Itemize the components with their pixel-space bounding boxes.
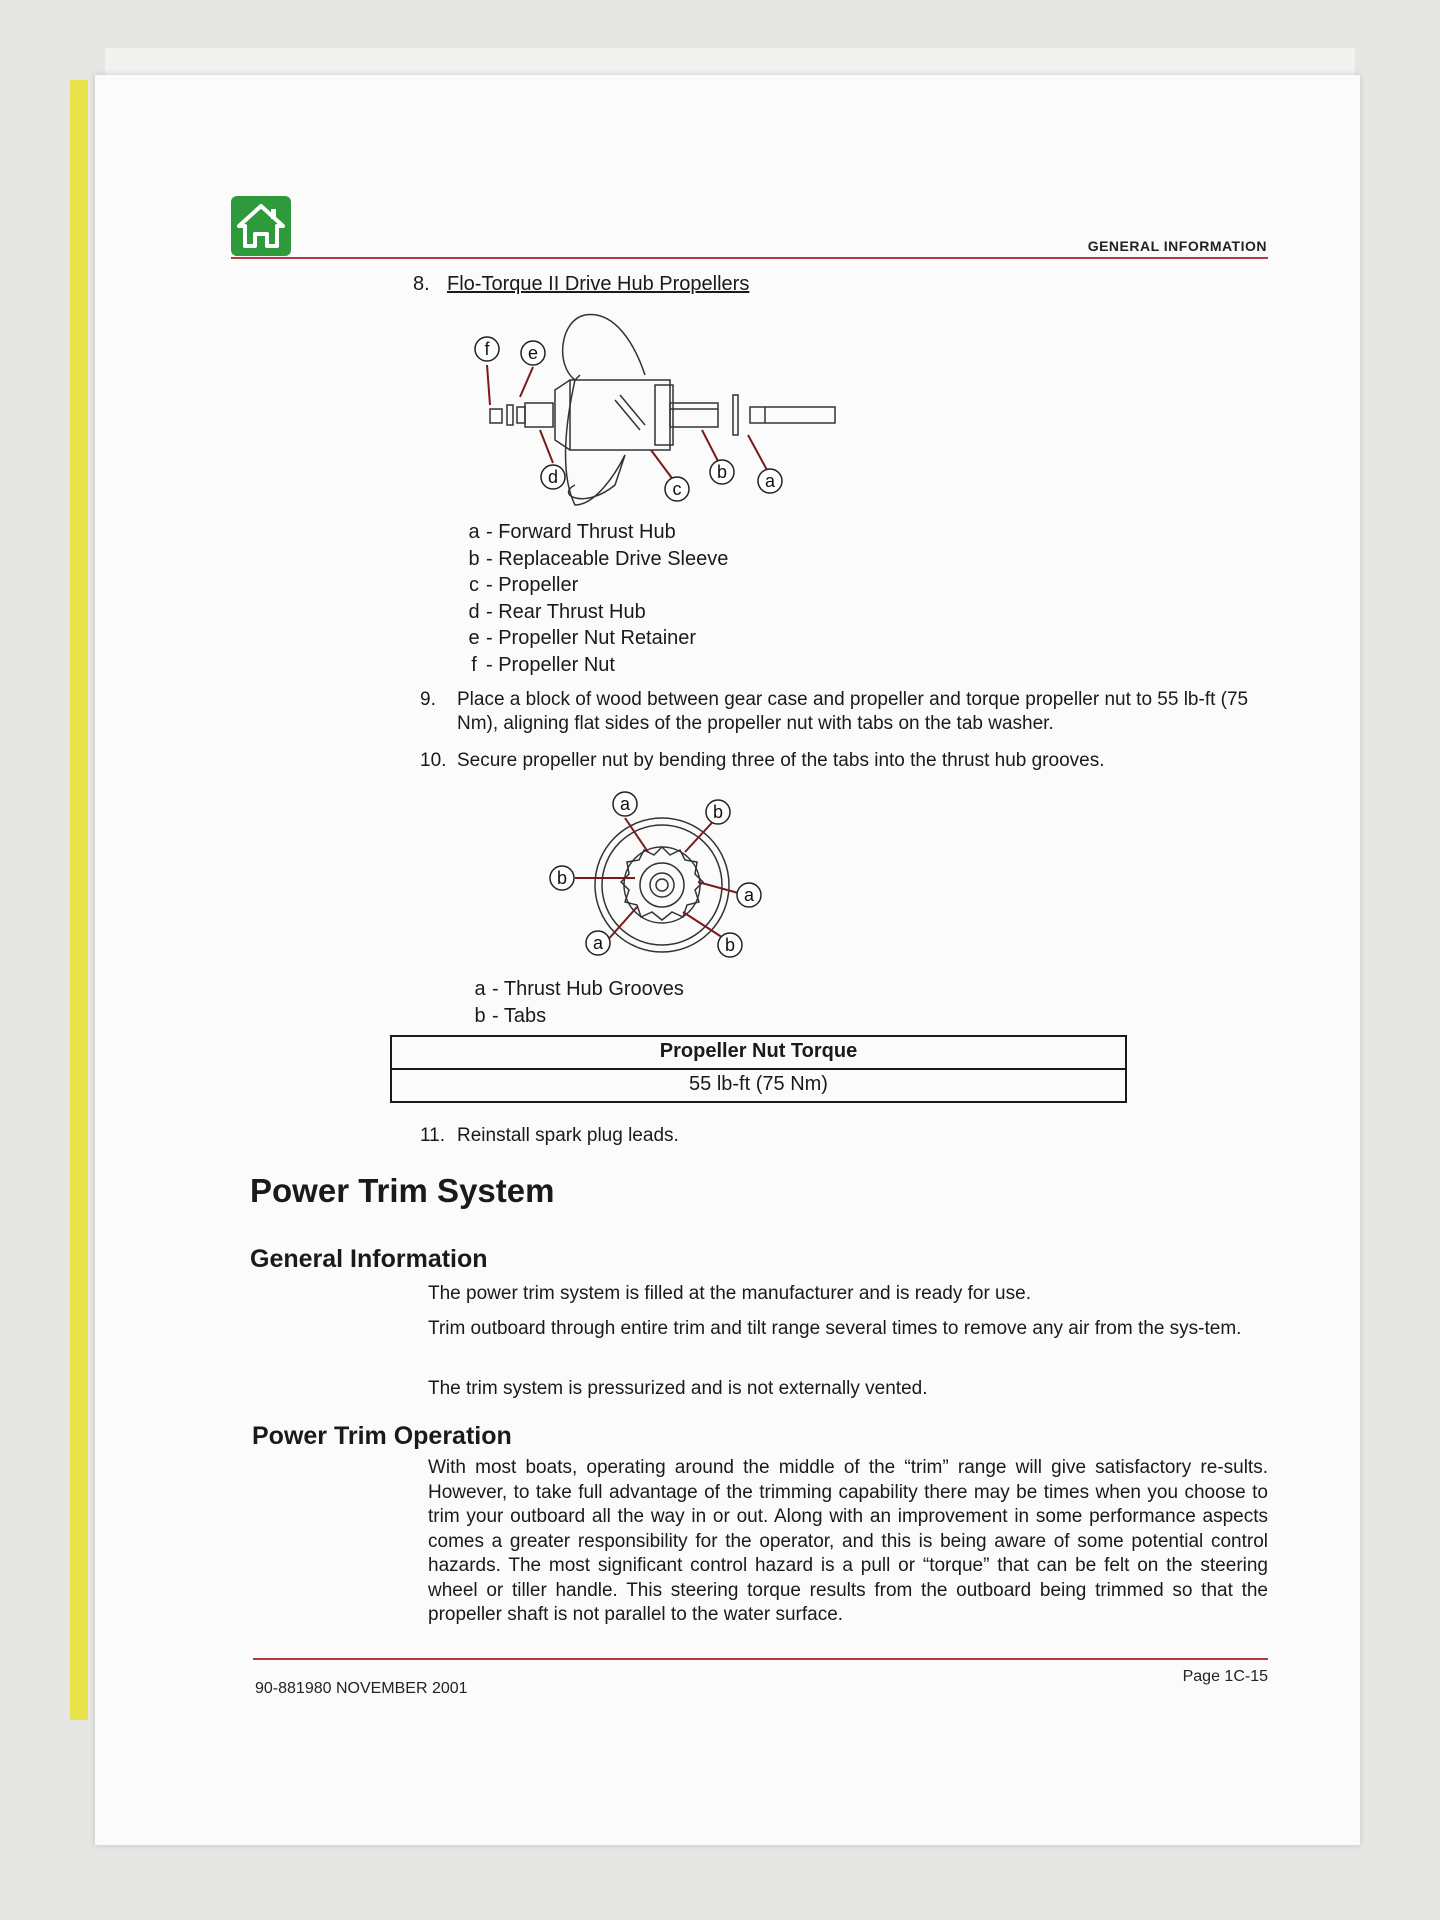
thrust-hub-diagram — [545, 790, 770, 960]
propeller-exploded-diagram — [465, 305, 865, 515]
general-info-paragraph: The power trim system is filled at the manufacturer and is ready for use. — [428, 1283, 1031, 1304]
callout-f: f — [484, 339, 490, 359]
hub-callout-a: a — [592, 933, 604, 953]
step-text: Secure propeller nut by bending three of the tabs into the thrust hub grooves. — [457, 750, 1105, 771]
legend-item: a - Thrust Hub Grooves — [474, 978, 684, 1000]
step-11 — [420, 1124, 1270, 1148]
header-rule — [231, 257, 1268, 259]
callout-e: e — [527, 343, 539, 363]
step-text: Reinstall spark plug leads. — [457, 1125, 679, 1146]
torque-table-header: Propeller Nut Torque — [391, 1036, 1126, 1069]
legend-item: b - Replaceable Drive Sleeve — [468, 547, 729, 570]
callout-b: b — [716, 462, 728, 482]
hub-callout-a: a — [743, 885, 755, 905]
step-9 — [420, 688, 1270, 736]
footer-document-id: 90-881980 NOVEMBER 2001 — [255, 1680, 468, 1697]
legend-item: b - Tabs — [474, 1004, 547, 1027]
torque-table-value: 55 lb-ft (75 Nm) — [391, 1069, 1126, 1102]
step-number: 8. — [413, 273, 430, 295]
hub-callout-b: b — [712, 802, 724, 822]
step-8 — [413, 272, 749, 297]
propeller-legend — [462, 519, 728, 678]
power-trim-operation-paragraph: With most boats, operating around the middle of the “trim” range will give satisfactory re-sults. However, to take full advantage of the trimming capability there may be times when you choose to trim your outboard all the way in or out. Along with an improvement in some performance aspects comes a greater responsibility for the operator, and this is being aware of some potential control hazards. The most significant control hazard is a pull or “torque” that can be felt on the steering wheel or tiller handle. This steering torque results from the outboard being trimmed so that the propeller shaft is not parallel to the water surface. — [428, 1457, 1268, 1625]
step-title: Flo-Torque II Drive Hub Propellers — [447, 273, 750, 295]
torque-table — [390, 1035, 1127, 1103]
page-stack-edge — [70, 80, 88, 1720]
section-title: Power Trim System — [250, 1172, 555, 1209]
hub-callout-a: a — [619, 794, 631, 814]
step-number: 10. — [420, 750, 447, 771]
step-10 — [420, 749, 1270, 773]
home-icon[interactable] — [231, 196, 291, 256]
footer-rule — [253, 1658, 1268, 1660]
callout-a: a — [764, 471, 776, 491]
hub-callout-b: b — [556, 868, 568, 888]
step-number: 11. — [420, 1125, 446, 1146]
legend-item: d - Rear Thrust Hub — [468, 600, 646, 623]
legend-item: a - Forward Thrust Hub — [468, 521, 676, 543]
general-info-heading: General Information — [250, 1245, 488, 1273]
callout-d: d — [547, 467, 559, 487]
step-text: Place a block of wood between gear case and propeller and torque propeller nut to 55 lb-ft (75 Nm), aligning flat sides of the propeller nut with tabs on the tab washer. — [457, 689, 1249, 734]
legend-item: f - Propeller Nut — [471, 653, 615, 676]
legend-item: e - Propeller Nut Retainer — [468, 627, 697, 649]
footer-page-number: Page 1C-15 — [1182, 1668, 1268, 1685]
power-trim-operation-heading: Power Trim Operation — [252, 1422, 512, 1450]
general-info-paragraph: Trim outboard through entire trim and tilt range several times to remove any air from the sys-tem. — [428, 1318, 1242, 1339]
step-number: 9. — [420, 689, 436, 710]
legend-item: c - Propeller — [469, 574, 579, 596]
general-info-paragraph: The trim system is pressurized and is not externally vented. — [428, 1378, 928, 1399]
hub-legend — [468, 976, 684, 1029]
callout-c: c — [672, 479, 682, 499]
hub-callout-b: b — [724, 935, 736, 955]
header-title: GENERAL INFORMATION — [1087, 238, 1267, 254]
